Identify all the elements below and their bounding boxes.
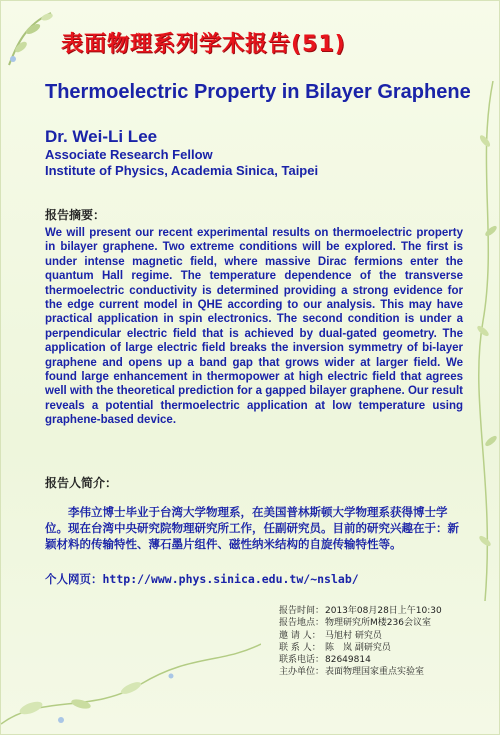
speaker-block (45, 127, 465, 179)
info-value: 马旭村 研究员 (325, 630, 382, 641)
info-key: 联 系 人： (279, 642, 321, 653)
info-key: 邀 请 人： (279, 630, 321, 641)
info-key: 主办单位： (279, 667, 325, 678)
series-title: 表面物理系列学术报告(51) (61, 32, 346, 57)
bio-label: 报告人简介： (45, 476, 118, 490)
bottom-leaf-ornament-icon (1, 624, 261, 734)
speaker-affiliation: Institute of Physics, Academia Sinica, Taipei (45, 163, 319, 178)
info-row (279, 617, 489, 629)
homepage-link[interactable]: 个人网页：http://www.phys.sinica.edu.tw/~nslab/ (45, 572, 359, 586)
info-row (279, 605, 489, 617)
info-value: 物理研究所M楼236会议室 (325, 618, 431, 629)
speaker-name: Dr. Wei-Li Lee (45, 127, 158, 146)
info-value: 2013年08月28日上午10:30 (325, 606, 442, 616)
info-row (279, 630, 489, 642)
info-key: 报告地点： (279, 618, 325, 629)
info-row (279, 654, 489, 666)
info-value: 陈 岚 副研究员 (325, 642, 391, 653)
info-key: 报告时间： (279, 606, 325, 616)
talk-title: Thermoelectric Property in Bilayer Graphene (45, 81, 471, 103)
side-vine-icon (471, 81, 499, 601)
info-row (279, 642, 489, 654)
info-value: 表面物理国家重点实验室 (325, 667, 425, 678)
event-info (279, 605, 489, 679)
abstract-text: We will present our recent experimental results on thermoelectric property in bilayer graphene. Two extreme conditions will be explored. The first is under intense magnetic field, where massive Dirac fermions enter the quantum Hall regime. The temperature dependence of the transverse thermoelectric conductivity is determined providing a strong evidence for the edge current model in QHE according to our analysis. This may have practical application in spin electronics. The second condition is under a perpendicular electric field that is achieved by dual-gated geometry. The application of large electric field breaks the inversion symmetry of bi-layer graphene and opens up a band gap that grows wider at larger field. We found large enhancement in thermopower at high electric field that agrees well with the theoretical prediction for a gapped bilayer graphene. Our result reveals a potential thermoelectric application at low temperature using graphene-based device. (45, 227, 463, 427)
info-row (279, 666, 489, 678)
bio-text: 李伟立博士毕业于台湾大学物理系，在美国普林斯顿大学物理系获得博士学位。现在台湾中央研究院物理研究所工作，任副研究员。目前的研究兴趣在于：新颖材料的传输特性、薄石墨片组件、磁性纳米结构的自旋传输特性等。 (45, 505, 459, 551)
speaker-position: Associate Research Fellow (45, 147, 213, 162)
info-key: 联系电话： (279, 655, 325, 666)
info-value: 82649814 (325, 655, 371, 666)
abstract-label: 报告摘要： (45, 208, 106, 222)
